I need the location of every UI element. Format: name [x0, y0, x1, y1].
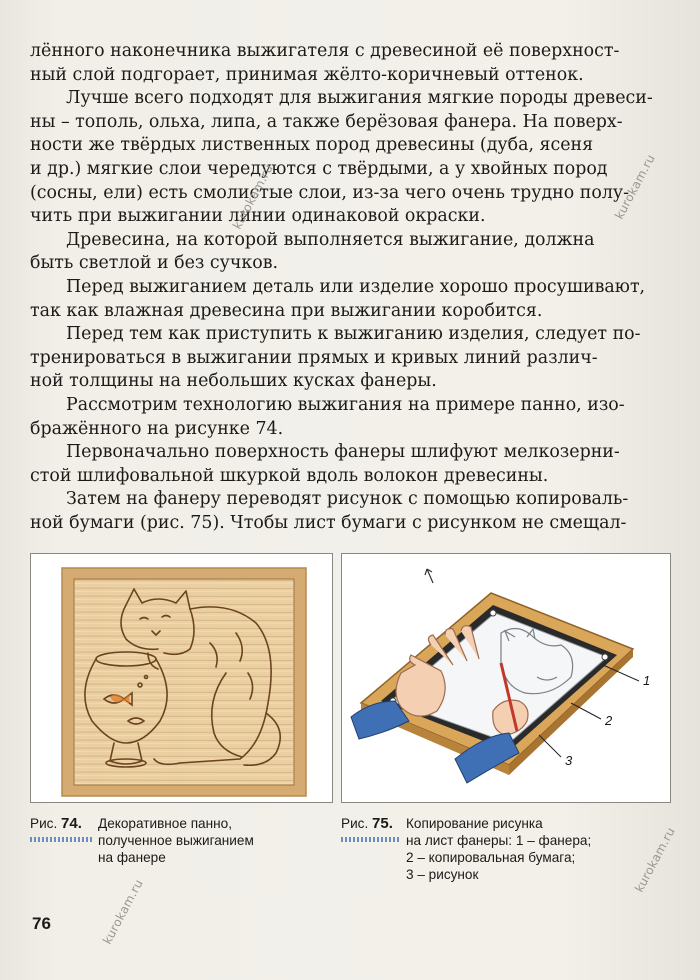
body-text-line: так как влажная древесина при выжигании коробится. [30, 300, 543, 321]
figure-74-caption-text [98, 815, 254, 866]
caption-line: полученное выжиганием [98, 833, 254, 848]
figure-74-label: Рис. [30, 816, 58, 831]
body-text-line: Первоначально поверхность фанеры шлифуют мелкозерни- [66, 442, 620, 463]
body-text-line: бражённого на рисунке 74. [30, 418, 284, 439]
page-number: 76 [32, 914, 51, 933]
body-text-line: ности же твёрдых лиственных пород древесины (дуба, ясеня [30, 135, 594, 156]
watermark: kurokam.ru [100, 877, 146, 947]
callout-3-label: 3 [565, 753, 573, 768]
body-text-line: Древесина, на которой выполняется выжигание, должна [66, 229, 595, 250]
caption-divider [30, 837, 92, 842]
body-text-line: стой шлифовальной шкуркой вдоль волокон древесины. [30, 465, 549, 486]
body-text-line: Перед выжиганием деталь или изделие хорошо просушивают, [66, 276, 646, 297]
body-text-line: тренироваться в выжигании прямых и кривых линий различ- [30, 347, 598, 368]
body-text-line: и др.) мягкие слои чередуются с твёрдыми, а у хвойных пород [30, 158, 608, 179]
body-text [30, 40, 668, 535]
figure-75-caption-text [406, 815, 591, 883]
watermark: kurokam.ru [632, 825, 678, 895]
caption-line: 3 – рисунок [406, 867, 479, 882]
figure-74-number: 74. [61, 815, 82, 832]
caption-line: на лист фанеры: 1 – фанера; [406, 833, 592, 848]
figure-75-caption [341, 815, 393, 832]
figure-75-image [341, 553, 671, 803]
body-text-line: ной бумаги (рис. 75). Чтобы лист бумаги с рисунком не смещал- [30, 512, 627, 533]
caption-line: 2 – копировальная бумага; [406, 850, 576, 865]
body-text-line: ной толщины на небольших кусках фанеры. [30, 371, 437, 392]
body-text-line: Затем на фанеру переводят рисунок с помощью копироваль- [66, 489, 629, 510]
caption-line: Копирование рисунка [406, 816, 543, 831]
body-text-line: ный слой подгорает, принимая жёлто-коричневый оттенок. [30, 64, 584, 85]
callout-1-label: 1 [643, 673, 651, 688]
callout-2-label: 2 [605, 713, 613, 728]
caption-line: Декоративное панно, [98, 816, 232, 831]
figure-75-label: Рис. [341, 816, 369, 831]
figure-75-number: 75. [372, 815, 393, 832]
body-text-line: быть светлой и без сучков. [30, 253, 279, 274]
body-text-line: Рассмотрим технологию выжигания на примере панно, изо- [66, 394, 625, 415]
body-text-line: чить при выжигании линии одинаковой окраски. [30, 206, 486, 227]
caption-divider [341, 837, 401, 842]
figure-74-image [30, 553, 333, 803]
figure-74-caption [30, 815, 82, 832]
body-text-line: Перед тем как приступить к выжиганию изделия, следует по- [66, 324, 641, 345]
body-text-line: (сосны, ели) есть смолистые слои, из-за чего очень трудно полу- [30, 182, 629, 203]
watermark: kurokam.ru [230, 162, 276, 232]
body-text-line: лённого наконечника выжигателя с древесиной её поверхност- [30, 41, 620, 61]
watermark: kurokam.ru [612, 152, 658, 222]
body-text-line: Лучше всего подходят для выжигания мягкие породы древеси- [66, 88, 653, 109]
body-text-line: ны – тополь, ольха, липа, а также берёзовая фанера. На поверх- [30, 111, 623, 132]
caption-line: на фанере [98, 850, 166, 865]
